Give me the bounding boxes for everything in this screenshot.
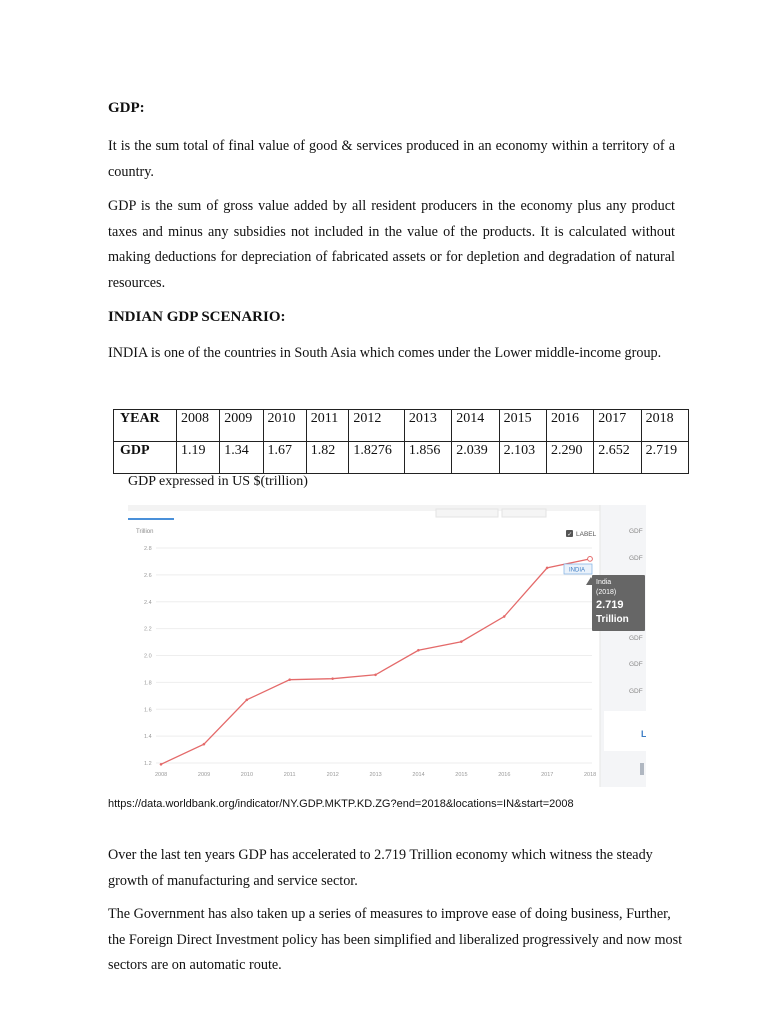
table-cell-gdp: 1.34 (220, 442, 263, 474)
side-tab-label[interactable]: GDF (629, 688, 643, 695)
table-cell-year: 2013 (404, 410, 451, 442)
tooltip-value: 2.719 (596, 599, 624, 611)
table-cell-gdp: 1.82 (306, 442, 349, 474)
y-tick-label: 2.0 (144, 653, 152, 660)
data-point[interactable] (246, 699, 248, 701)
table-cell-gdp: 2.652 (594, 442, 641, 474)
side-tab-label[interactable]: GDF (629, 635, 643, 642)
closing-paragraph-2: The Government has also taken up a series of measures to improve ease of doing business, Further, the Foreign Direct Investment policy has been simplified and liberalized progressively and now most sectors are on automatic route. (108, 906, 683, 973)
table-cell-gdp: 2.290 (546, 442, 593, 474)
gdp-table (113, 409, 689, 474)
tooltip-country: India (596, 579, 612, 586)
tooltip-unit: Trillion (596, 614, 629, 625)
y-tick-label: 1.6 (144, 707, 152, 714)
table-cell-year: 2015 (499, 410, 546, 442)
x-tick-label: 2013 (369, 772, 382, 778)
y-tick-label: 2.6 (144, 572, 152, 579)
series-label: INDIA (569, 567, 586, 574)
table-cell-gdp: 2.719 (641, 442, 688, 474)
active-tab-indicator (128, 518, 174, 520)
x-tick-label: 2010 (240, 772, 254, 778)
y-tick-label: 1.2 (144, 761, 152, 767)
y-tick-label: 1.4 (144, 734, 152, 741)
table-caption: GDP expressed in US $(trillion) (128, 474, 308, 489)
tooltip (586, 575, 645, 631)
label-toggle-text[interactable]: LABEL (576, 531, 597, 538)
table-cell-year: 2018 (641, 410, 688, 442)
toolbar-box (436, 509, 498, 517)
data-point[interactable] (546, 567, 548, 569)
chart-top-bar (128, 505, 646, 511)
data-point[interactable] (332, 678, 334, 680)
data-point[interactable] (460, 641, 462, 643)
y-tick-label: 2.8 (144, 546, 152, 552)
closing-paragraph-1: Over the last ten years GDP has accelerated to 2.719 Trillion economy which witness the steady growth of manufacturing and service sector. (108, 847, 653, 889)
x-tick-label: 2008 (155, 772, 168, 778)
x-tick-label: 2009 (197, 772, 211, 778)
gdp-definition-2: GDP is the sum of gross value added by all resident producers in the economy plus any product taxes and minus any subsidies not included in the value of the products. It is calculated without making deductions for depreciation of fabricated assets or for depletion and degradation of natural resources. (108, 198, 675, 291)
x-tick-label: 2018 (584, 772, 597, 778)
table-header-year: YEAR (114, 410, 177, 442)
x-tick-label: 2012 (326, 772, 339, 778)
x-tick-label: 2017 (541, 772, 554, 778)
gdp-line-chart (128, 505, 646, 787)
chart-grid (156, 548, 592, 763)
table-cell-year: 2011 (306, 410, 349, 442)
series-line-india (161, 559, 590, 764)
table-cell-gdp: 1.856 (404, 442, 451, 474)
table-cell-gdp: 1.8276 (349, 442, 405, 474)
table-cell-year: 2012 (349, 410, 405, 442)
source-url[interactable]: https://data.worldbank.org/indicator/NY.GDP.MKTP.KD.ZG?end=2018&locations=IN&start=2008 (108, 798, 574, 810)
data-point[interactable] (588, 556, 593, 561)
x-tick-label: 2011 (283, 772, 296, 778)
check-icon: ✓ (567, 531, 573, 538)
data-point[interactable] (203, 743, 205, 745)
data-point[interactable] (503, 615, 505, 617)
table-row-gdp (114, 442, 689, 474)
scenario-heading: INDIAN GDP SCENARIO: (108, 309, 286, 325)
table-cell-year: 2017 (594, 410, 641, 442)
y-tick-label: 2.2 (144, 626, 152, 633)
gdp-heading: GDP: (108, 100, 145, 116)
table-cell-year: 2008 (177, 410, 220, 442)
gdp-definition-1: It is the sum total of final value of good & services produced in an economy within a territory of a country. (108, 138, 675, 180)
tooltip-year: (2018) (596, 589, 617, 596)
table-cell-year: 2016 (546, 410, 593, 442)
table-header-gdp: GDP (114, 442, 177, 474)
side-tab-label[interactable]: GDF (629, 661, 643, 668)
side-panel-letter: L (641, 729, 646, 739)
data-point[interactable] (289, 679, 291, 681)
y-tick-labels (144, 546, 152, 767)
side-tab-label[interactable]: GDF (629, 555, 643, 562)
table-cell-gdp: 2.103 (499, 442, 546, 474)
side-panel-icon (640, 763, 644, 775)
x-tick-label: 2014 (412, 772, 425, 778)
table-cell-year: 2009 (220, 410, 263, 442)
y-axis-label: Trillion (136, 529, 154, 535)
x-tick-label: 2016 (498, 772, 511, 778)
data-point[interactable] (374, 674, 376, 676)
table-cell-gdp: 1.67 (263, 442, 306, 474)
table-cell-year: 2014 (452, 410, 499, 442)
series-points (160, 556, 593, 765)
y-tick-label: 2.4 (144, 599, 152, 606)
table-row-year (114, 410, 689, 442)
table-cell-gdp: 1.19 (177, 442, 220, 474)
side-panel-card (604, 711, 646, 751)
x-tick-labels (155, 772, 596, 778)
table-cell-gdp: 2.039 (452, 442, 499, 474)
side-tab-label[interactable]: GDF (629, 528, 643, 535)
chart-screenshot (128, 505, 646, 787)
data-point[interactable] (417, 649, 419, 651)
toolbar-box (502, 509, 546, 517)
table-cell-year: 2010 (263, 410, 306, 442)
data-point[interactable] (160, 763, 162, 765)
y-tick-label: 1.8 (144, 680, 152, 687)
x-tick-label: 2015 (455, 772, 468, 778)
scenario-text: INDIA is one of the countries in South Asia which comes under the Lower middle-income group. (108, 345, 662, 361)
